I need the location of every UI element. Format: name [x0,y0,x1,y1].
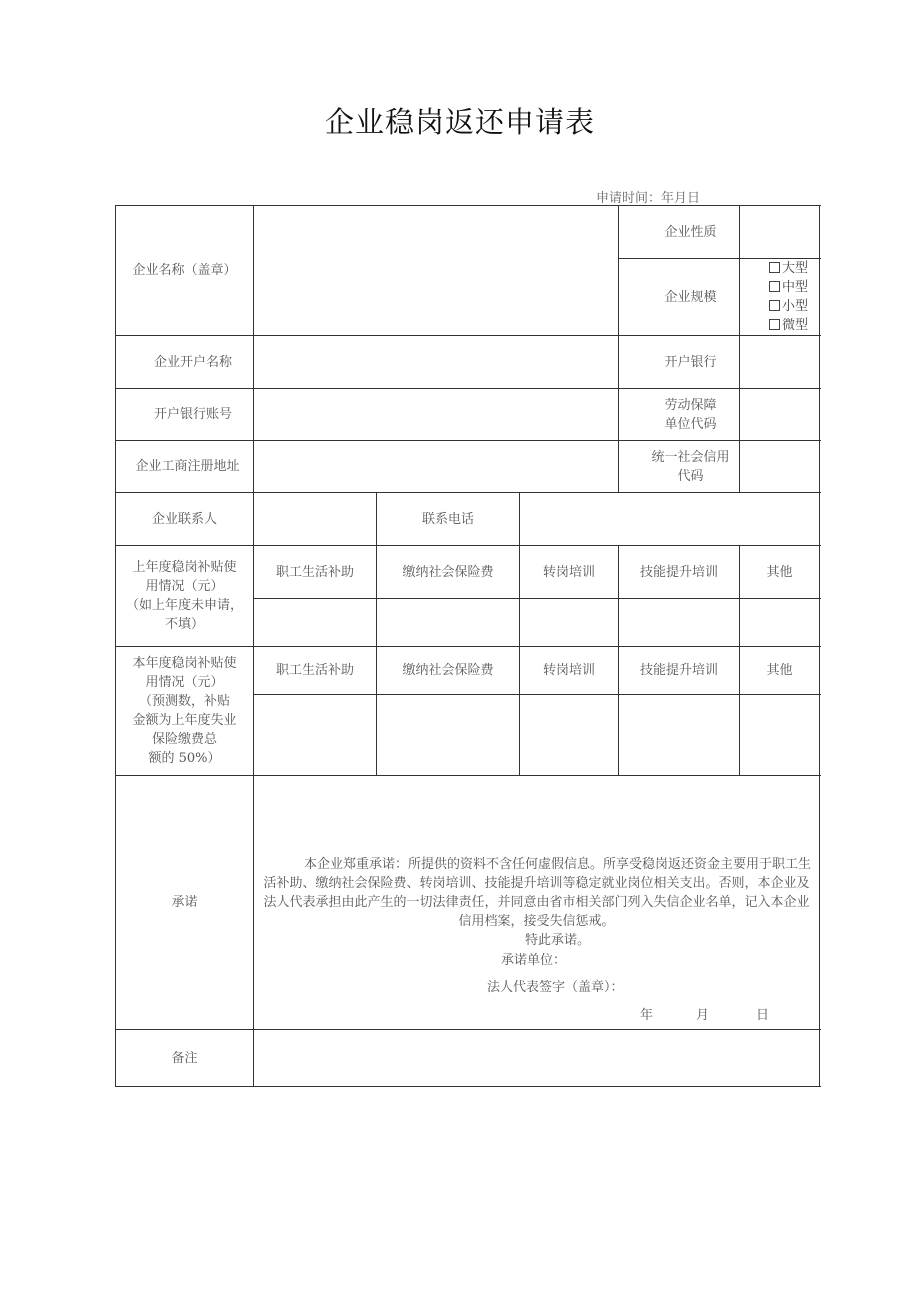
bank-input[interactable] [740,336,820,389]
last-year-col-living: 职工生活补助 [254,546,377,599]
page-title: 企业稳岗返还申请表 [324,105,595,139]
bank-label: 开户银行 [619,336,740,389]
reg-address-label: 企业工商注册地址 [116,441,254,493]
contact-label: 企业联系人 [116,493,254,546]
account-name-input[interactable] [254,336,619,389]
last-year-skills-input[interactable] [619,599,740,647]
pledge-day-label: 日 [756,1008,770,1023]
contact-input[interactable] [254,493,377,546]
scale-option-micro[interactable]: 微型 [769,316,808,335]
company-name-label: 企业名称（盖章） [116,206,254,336]
last-year-transfer-input[interactable] [520,599,619,647]
this-year-transfer-input[interactable] [520,695,619,776]
this-year-col-transfer: 转岗培训 [520,647,619,695]
pledge-section [254,776,820,1030]
company-scale-label: 企业规模 [619,259,740,336]
this-year-col-insurance: 缴纳社会保险费 [377,647,520,695]
credit-code-label: 统一社会信用 代码 [619,441,740,493]
application-form [115,205,820,1087]
checkbox-icon [769,281,780,292]
remark-input[interactable] [254,1030,820,1087]
checkbox-icon [769,319,780,330]
apply-date: 申请时间：年月日 [596,191,701,206]
scale-option-small[interactable]: 小型 [769,297,808,316]
this-year-skills-input[interactable] [619,695,740,776]
pledge-month-label: 月 [696,1008,710,1023]
last-year-living-input[interactable] [254,599,377,647]
last-year-col-skills: 技能提升培训 [619,546,740,599]
pledge-closing: 特此承诺。 [525,933,591,948]
last-year-col-transfer: 转岗培训 [520,546,619,599]
bank-account-label: 开户银行账号 [116,389,254,441]
last-year-col-insurance: 缴纳社会保险费 [377,546,520,599]
company-nature-label: 企业性质 [619,206,740,259]
company-name-input[interactable] [254,206,619,336]
labor-code-input[interactable] [740,389,820,441]
checkbox-icon [769,262,780,273]
scale-option-large[interactable]: 大型 [769,259,808,278]
this-year-col-living: 职工生活补助 [254,647,377,695]
pledge-label: 承诺 [116,776,254,1030]
reg-address-input[interactable] [254,441,619,493]
company-nature-input[interactable] [740,206,820,259]
remark-label: 备注 [116,1030,254,1087]
company-scale-options [740,259,820,336]
phone-input[interactable] [520,493,820,546]
this-year-col-skills: 技能提升培训 [619,647,740,695]
pledge-year-label: 年 [640,1008,654,1023]
credit-code-input[interactable] [740,441,820,493]
this-year-label: 本年度稳岗补贴使 用情况（元） （预测数，补贴 金额为上年度失业 保险缴费总 额的 50%） [116,647,254,776]
signature-label: 法人代表签字（盖章）： [487,980,624,995]
labor-code-label: 劳动保障 单位代码 [619,389,740,441]
this-year-other-input[interactable] [740,695,820,776]
pledge-text: 本企业郑重承诺：所提供的资料不含任何虚假信息。所享受稳岗返还资金主要用于职工生活补助、缴纳社会保险费、转岗培训、技能提升培训等稳定就业岗位相关支出。否则，本企业及法人代表承担由此产生的一切法律责任，并同意由省市相关部门列入失信企业名单，记入本企业信用档案，接受失信惩戒。 [263,857,812,929]
this-year-col-other: 其他 [740,647,820,695]
phone-label: 联系电话 [377,493,520,546]
last-year-col-other: 其他 [740,546,820,599]
checkbox-icon [769,300,780,311]
this-year-insurance-input[interactable] [377,695,520,776]
scale-option-medium[interactable]: 中型 [769,278,808,297]
bank-account-input[interactable] [254,389,619,441]
last-year-label: 上年度稳岗补贴使 用情况（元） （如上年度未申请， 不填） [116,546,254,647]
pledge-unit-label: 承诺单位： [501,953,567,968]
last-year-other-input[interactable] [740,599,820,647]
account-name-label: 企业开户名称 [116,336,254,389]
last-year-insurance-input[interactable] [377,599,520,647]
this-year-living-input[interactable] [254,695,377,776]
